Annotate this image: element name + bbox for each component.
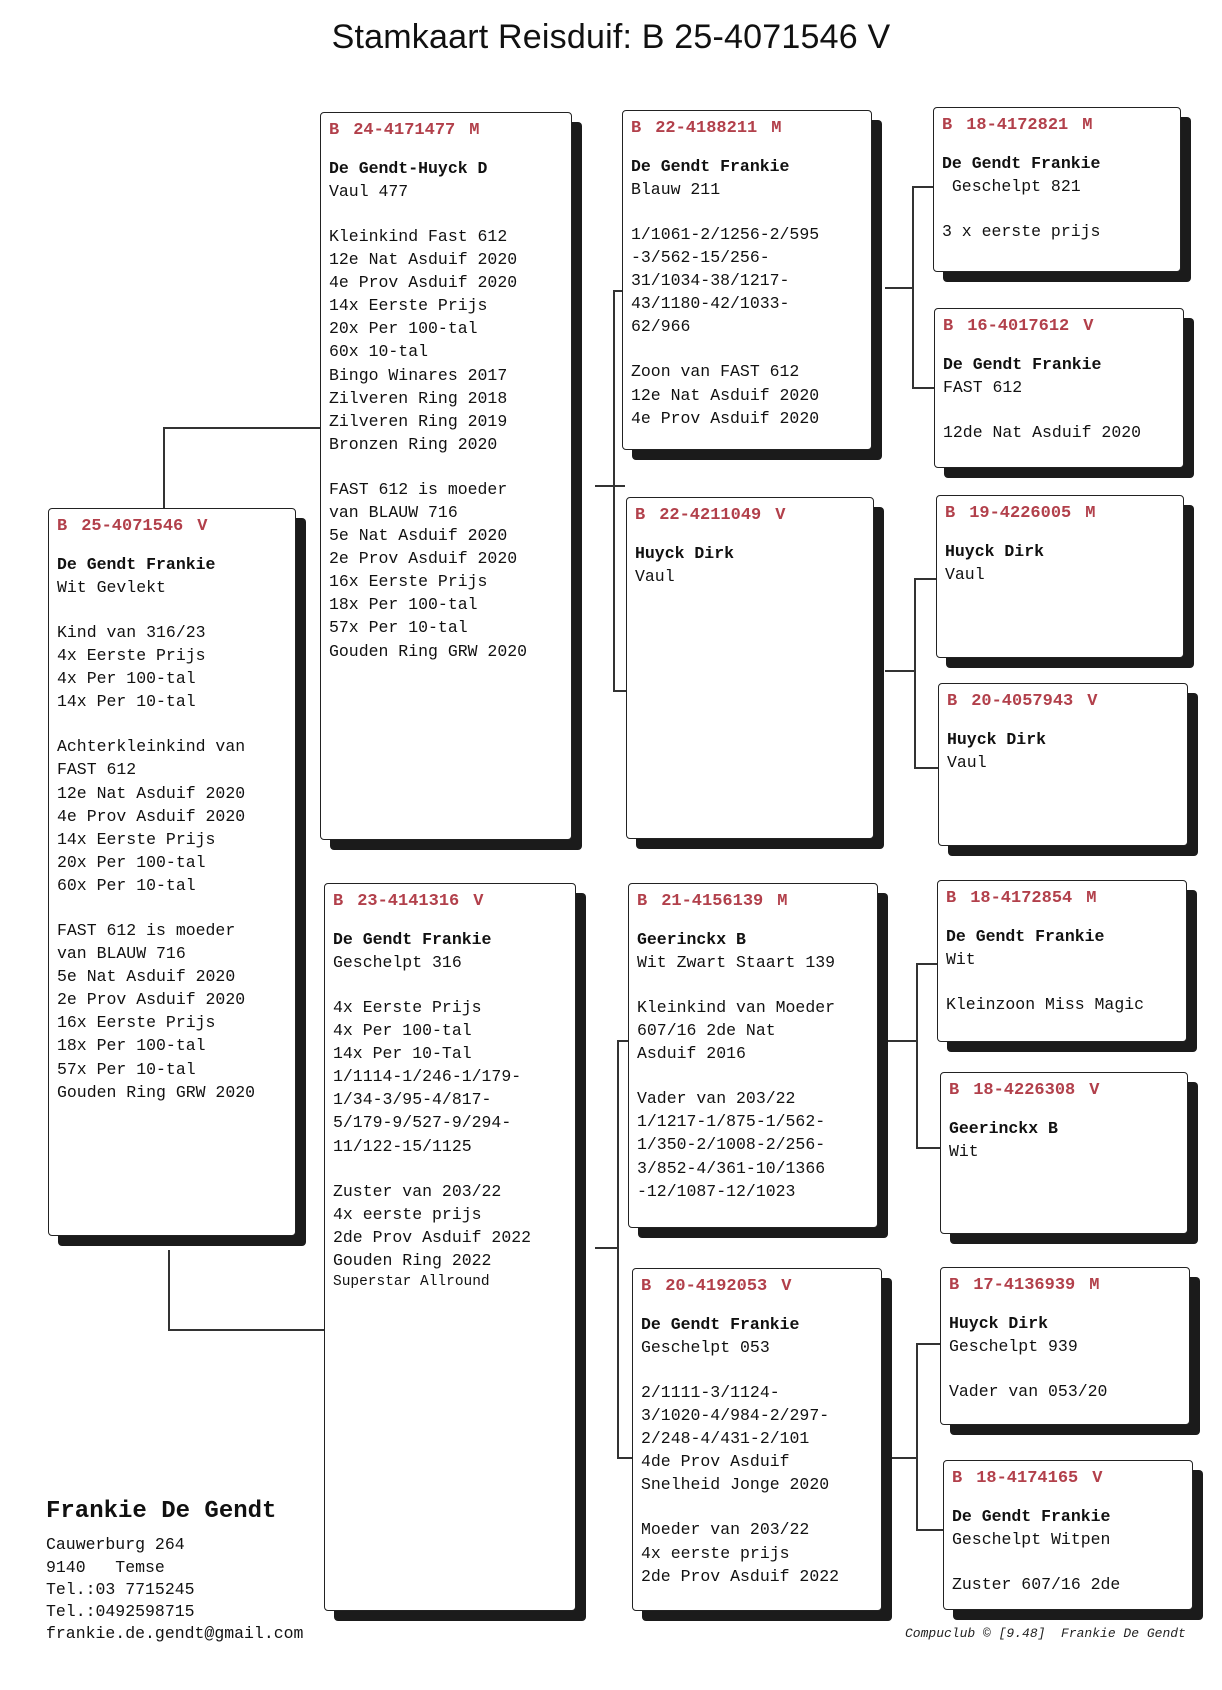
- ring-number: 18-4172821: [966, 116, 1069, 135]
- ring-number: 18-4172854: [970, 889, 1073, 908]
- ring-number: 24-4171477: [353, 121, 456, 140]
- info-line: 4e Prov Asduif 2020: [329, 273, 518, 293]
- info-line: Moeder van 203/22: [641, 1520, 810, 1540]
- spacer: [333, 1158, 567, 1180]
- info-line: FAST 612: [943, 377, 1023, 397]
- info-line: 4x eerste prijs: [333, 1204, 482, 1224]
- sex-marker: V: [1089, 1081, 1100, 1100]
- info-line: -12/1087-12/1023: [637, 1181, 796, 1201]
- pedigree-card-grandmother-maternal: [632, 1268, 882, 1611]
- country-code: B: [333, 892, 344, 911]
- info-line: Gouden Ring GRW 2020: [329, 641, 528, 661]
- ring-number: 20-4192053: [665, 1277, 768, 1296]
- info-line: Zuster van 203/22: [333, 1181, 502, 1201]
- spacer: [942, 198, 1172, 220]
- country-code: B: [945, 504, 956, 523]
- sex-marker: V: [1087, 692, 1098, 711]
- connector-line: [914, 767, 940, 769]
- owner-name: De Gendt Frankie: [641, 1314, 800, 1334]
- country-code: B: [641, 1277, 652, 1296]
- connector-line: [617, 1040, 619, 1458]
- info-line: 31/1034-38/1217-: [631, 271, 790, 291]
- info-line: Asduif 2016: [637, 1044, 746, 1064]
- ring-number: 20-4057943: [971, 692, 1074, 711]
- info-line: 4x Per 100-tal: [333, 1021, 472, 1041]
- pedigree-card-ggf-4: [940, 1267, 1190, 1425]
- info-line: Vader van 203/22: [637, 1089, 796, 1109]
- spacer: [637, 1065, 869, 1087]
- spacer: [57, 713, 287, 735]
- spacer: [946, 971, 1178, 993]
- connector-line: [595, 1247, 617, 1249]
- ring-number: 21-4156139: [661, 892, 764, 911]
- info-line: 4x eerste prijs: [641, 1543, 790, 1563]
- page-title: Stamkaart Reisduif: B 25-4071546 V: [331, 18, 891, 56]
- info-line: 4e Prov Asduif 2020: [631, 408, 820, 428]
- info-line: 14x Eerste Prijs: [329, 296, 488, 316]
- info-line: Gouden Ring 2022: [333, 1250, 492, 1270]
- spacer: [641, 1359, 873, 1381]
- info-line: Wit: [949, 1141, 979, 1161]
- info-line: Zilveren Ring 2019: [329, 411, 508, 431]
- spacer: [631, 201, 863, 223]
- info-line: 43/1180-42/1033-: [631, 294, 790, 314]
- info-line: -3/562-15/256-: [631, 248, 770, 268]
- owner-name: Geerinckx B: [637, 929, 746, 949]
- country-code: B: [57, 517, 68, 536]
- info-line: 16x Eerste Prijs: [57, 1013, 216, 1033]
- connector-line: [916, 963, 918, 1148]
- spacer: [641, 1496, 873, 1518]
- info-line: Kleinkind van Moeder: [637, 997, 836, 1017]
- connector-line: [885, 670, 915, 672]
- info-line: Geschelpt 053: [641, 1337, 770, 1357]
- spacer: [57, 897, 287, 919]
- pedigree-card-ggm-2: [938, 683, 1188, 846]
- info-line: Bingo Winares 2017: [329, 365, 508, 385]
- sex-marker: V: [781, 1277, 792, 1296]
- card-header: [952, 1467, 1184, 1491]
- owner-name: Geerinckx B: [949, 1118, 1058, 1138]
- connector-line: [916, 1147, 942, 1149]
- info-line: Geschelpt 939: [949, 1336, 1078, 1356]
- pedigree-card-father: [320, 112, 572, 840]
- info-line: Superstar Allround: [333, 1274, 490, 1291]
- info-line: Gouden Ring GRW 2020: [57, 1082, 256, 1102]
- pedigree-card-grandmother-paternal: [626, 497, 874, 839]
- pedigree-card-ggm-3: [940, 1072, 1188, 1234]
- card-header: [949, 1274, 1181, 1298]
- pedigree-card-ggm-1: [934, 308, 1184, 468]
- info-line: 20x Per 100-tal: [329, 319, 478, 339]
- ring-number: 19-4226005: [969, 504, 1072, 523]
- info-line: 12e Nat Asduif 2020: [631, 385, 820, 405]
- info-line: Vaul: [635, 566, 675, 586]
- card-header: [946, 887, 1178, 911]
- sex-marker: M: [1089, 1276, 1100, 1295]
- info-line: 3 x eerste prijs: [942, 221, 1101, 241]
- info-line: 1/1217-1/875-1/562-: [637, 1112, 826, 1132]
- pedigree-card-subject: [48, 508, 296, 1236]
- ring-number: 16-4017612: [967, 317, 1070, 336]
- info-line: van BLAUW 716: [329, 503, 458, 523]
- info-line: 2e Prov Asduif 2020: [57, 990, 246, 1010]
- info-line: Zilveren Ring 2018: [329, 388, 508, 408]
- owner-name: Huyck Dirk: [947, 729, 1047, 749]
- info-line: Geschelpt Witpen: [952, 1529, 1111, 1549]
- card-header: [947, 690, 1179, 714]
- card-header: [635, 504, 865, 528]
- info-line: 12e Nat Asduif 2020: [57, 783, 246, 803]
- card-header: [333, 890, 567, 914]
- connector-line: [916, 1529, 944, 1531]
- connector-line: [885, 287, 913, 289]
- owner-name: De Gendt Frankie: [943, 354, 1102, 374]
- spacer: [637, 974, 869, 996]
- info-line: 2e Prov Asduif 2020: [329, 549, 518, 569]
- footer-credit: Compuclub © [9.48] Frankie De Gendt: [905, 1626, 1186, 1641]
- owner-name: De Gendt-Huyck D: [329, 158, 488, 178]
- pedigree-card-grandfather-maternal: [628, 883, 878, 1228]
- sex-marker: V: [473, 892, 484, 911]
- pedigree-card-ggm-4: [943, 1460, 1193, 1610]
- info-line: 14x Eerste Prijs: [57, 829, 216, 849]
- pedigree-card-ggf-1: [933, 107, 1181, 272]
- info-line: 2/248-4/431-2/101: [641, 1429, 810, 1449]
- info-line: Geschelpt 316: [333, 952, 462, 972]
- pedigree-card-grandfather-paternal: [622, 110, 872, 450]
- card-header: [57, 515, 287, 539]
- sex-marker: M: [469, 121, 480, 140]
- spacer: [57, 599, 287, 621]
- country-code: B: [947, 692, 958, 711]
- info-line: Blauw 211: [631, 179, 721, 199]
- info-line: 57x Per 10-tal: [57, 1059, 196, 1079]
- ring-number: 23-4141316: [357, 892, 460, 911]
- info-line: 20x Per 100-tal: [57, 852, 206, 872]
- connector-line: [912, 186, 914, 388]
- pedigree-card-mother: [324, 883, 576, 1611]
- spacer: [943, 399, 1175, 421]
- sex-marker: M: [777, 892, 788, 911]
- info-line: 18x Per 100-tal: [329, 595, 478, 615]
- info-line: 4de Prov Asduif: [641, 1452, 790, 1472]
- connector-line: [163, 427, 328, 429]
- ring-number: 17-4136939: [973, 1276, 1076, 1295]
- info-line: FAST 612 is moeder: [57, 921, 236, 941]
- info-line: Vaul: [947, 752, 987, 772]
- spacer: [949, 1358, 1181, 1380]
- country-code: B: [631, 119, 642, 138]
- info-line: 1/1114-1/246-1/179-: [333, 1067, 522, 1087]
- info-line: Vaul: [945, 564, 985, 584]
- card-header: [631, 117, 863, 141]
- country-code: B: [635, 506, 646, 525]
- info-line: 62/966: [631, 317, 691, 337]
- info-line: Wit Gevlekt: [57, 577, 166, 597]
- info-line: 4x Eerste Prijs: [333, 997, 482, 1017]
- info-line: van BLAUW 716: [57, 944, 186, 964]
- info-line: 60x 10-tal: [329, 342, 429, 362]
- breeder-address: Cauwerburg 264: [46, 1535, 185, 1555]
- connector-line: [168, 1329, 330, 1331]
- info-line: 4x Eerste Prijs: [57, 646, 206, 666]
- breeder-info: [46, 1496, 303, 1646]
- info-line: 4x Per 100-tal: [57, 669, 196, 689]
- owner-name: De Gendt Frankie: [57, 554, 216, 574]
- card-header: [329, 119, 563, 143]
- owner-name: De Gendt Frankie: [942, 153, 1101, 173]
- owner-name: De Gendt Frankie: [946, 926, 1105, 946]
- connector-line: [613, 290, 615, 692]
- info-line: Kind van 316/23: [57, 622, 206, 642]
- country-code: B: [949, 1081, 960, 1100]
- ring-number: 25-4071546: [81, 517, 184, 536]
- info-line: 14x Per 10-Tal: [333, 1044, 472, 1064]
- country-code: B: [952, 1469, 963, 1488]
- info-line: 1/34-3/95-4/817-: [333, 1090, 492, 1110]
- info-line: 11/122-15/1125: [333, 1136, 472, 1156]
- info-line: 18x Per 100-tal: [57, 1036, 206, 1056]
- breeder-email: frankie.de.gendt@gmail.com: [46, 1624, 304, 1644]
- info-line: 1/350-2/1008-2/256-: [637, 1135, 826, 1155]
- country-code: B: [946, 889, 957, 908]
- breeder-name: Frankie De Gendt: [46, 1498, 277, 1525]
- info-line: 2de Prov Asduif 2022: [333, 1227, 532, 1247]
- ring-number: 22-4211049: [659, 506, 762, 525]
- sex-marker: M: [1086, 889, 1097, 908]
- info-line: Vader van 053/20: [949, 1381, 1108, 1401]
- info-line: 5e Nat Asduif 2020: [329, 526, 508, 546]
- owner-name: Huyck Dirk: [949, 1313, 1049, 1333]
- breeder-mobile: Tel.:0492598715: [46, 1602, 195, 1622]
- sex-marker: M: [1082, 116, 1093, 135]
- country-code: B: [637, 892, 648, 911]
- info-line: 14x Per 10-tal: [57, 692, 196, 712]
- spacer: [329, 203, 563, 225]
- connector-line: [885, 1040, 917, 1042]
- info-line: Achterkleinkind van: [57, 737, 246, 757]
- sex-marker: V: [1092, 1469, 1103, 1488]
- info-line: 3/1020-4/984-2/297-: [641, 1406, 830, 1426]
- ring-number: 18-4174165: [976, 1469, 1079, 1488]
- breeder-city: 9140 Temse: [46, 1557, 165, 1577]
- owner-name: Huyck Dirk: [945, 541, 1045, 561]
- info-line: 3/852-4/361-10/1366: [637, 1158, 826, 1178]
- info-line: 2/1111-3/1124-: [641, 1382, 780, 1402]
- info-line: Bronzen Ring 2020: [329, 434, 498, 454]
- info-line: 12e Nat Asduif 2020: [329, 250, 518, 270]
- info-line: FAST 612 is moeder: [329, 479, 508, 499]
- info-line: 5e Nat Asduif 2020: [57, 967, 236, 987]
- country-code: B: [949, 1276, 960, 1295]
- info-line: 5/179-9/527-9/294-: [333, 1113, 512, 1133]
- pedigree-card-ggf-3: [937, 880, 1187, 1042]
- country-code: B: [942, 116, 953, 135]
- spacer: [952, 1551, 1184, 1573]
- info-line: Geschelpt 821: [942, 176, 1081, 196]
- sex-marker: M: [1085, 504, 1096, 523]
- country-code: B: [329, 121, 340, 140]
- owner-name: Huyck Dirk: [635, 543, 735, 563]
- owner-name: De Gendt Frankie: [952, 1506, 1111, 1526]
- info-line: FAST 612: [57, 760, 137, 780]
- info-line: 60x Per 10-tal: [57, 875, 196, 895]
- connector-line: [916, 1343, 918, 1530]
- connector-line: [595, 485, 625, 487]
- info-line: Kleinzoon Miss Magic: [946, 994, 1145, 1014]
- connector-line: [914, 578, 916, 768]
- ring-number: 22-4188211: [655, 119, 758, 138]
- card-header: [945, 502, 1175, 526]
- info-line: Zuster 607/16 2de: [952, 1574, 1121, 1594]
- connector-line: [885, 1457, 917, 1459]
- info-line: Wit Zwart Staart 139: [637, 952, 836, 972]
- info-line: 4e Prov Asduif 2020: [57, 806, 246, 826]
- sex-marker: V: [197, 517, 208, 536]
- pedigree-card-ggf-2: [936, 495, 1184, 658]
- info-line: 16x Eerste Prijs: [329, 572, 488, 592]
- card-header: [637, 890, 869, 914]
- sex-marker: V: [775, 506, 786, 525]
- info-line: 2de Prov Asduif 2022: [641, 1566, 840, 1586]
- info-line: 1/1061-2/1256-2/595: [631, 224, 820, 244]
- card-header: [942, 114, 1172, 138]
- sex-marker: M: [771, 119, 782, 138]
- info-line: Vaul 477: [329, 181, 409, 201]
- connector-line: [168, 1250, 170, 1330]
- info-line: Zoon van FAST 612: [631, 362, 800, 382]
- spacer: [333, 974, 567, 996]
- info-line: 607/16 2de Nat: [637, 1021, 776, 1041]
- ring-number: 18-4226308: [973, 1081, 1076, 1100]
- spacer: [631, 338, 863, 360]
- owner-name: De Gendt Frankie: [333, 929, 492, 949]
- card-header: [949, 1079, 1179, 1103]
- info-line: 12de Nat Asduif 2020: [943, 422, 1142, 442]
- country-code: B: [943, 317, 954, 336]
- card-header: [943, 315, 1175, 339]
- info-line: 57x Per 10-tal: [329, 618, 468, 638]
- info-line: Snelheid Jonge 2020: [641, 1475, 830, 1495]
- owner-name: De Gendt Frankie: [631, 156, 790, 176]
- info-line: Kleinkind Fast 612: [329, 226, 508, 246]
- sex-marker: V: [1083, 317, 1094, 336]
- info-line: Wit: [946, 949, 976, 969]
- breeder-phone: Tel.:03 7715245: [46, 1579, 195, 1599]
- spacer: [329, 456, 563, 478]
- card-header: [641, 1275, 873, 1299]
